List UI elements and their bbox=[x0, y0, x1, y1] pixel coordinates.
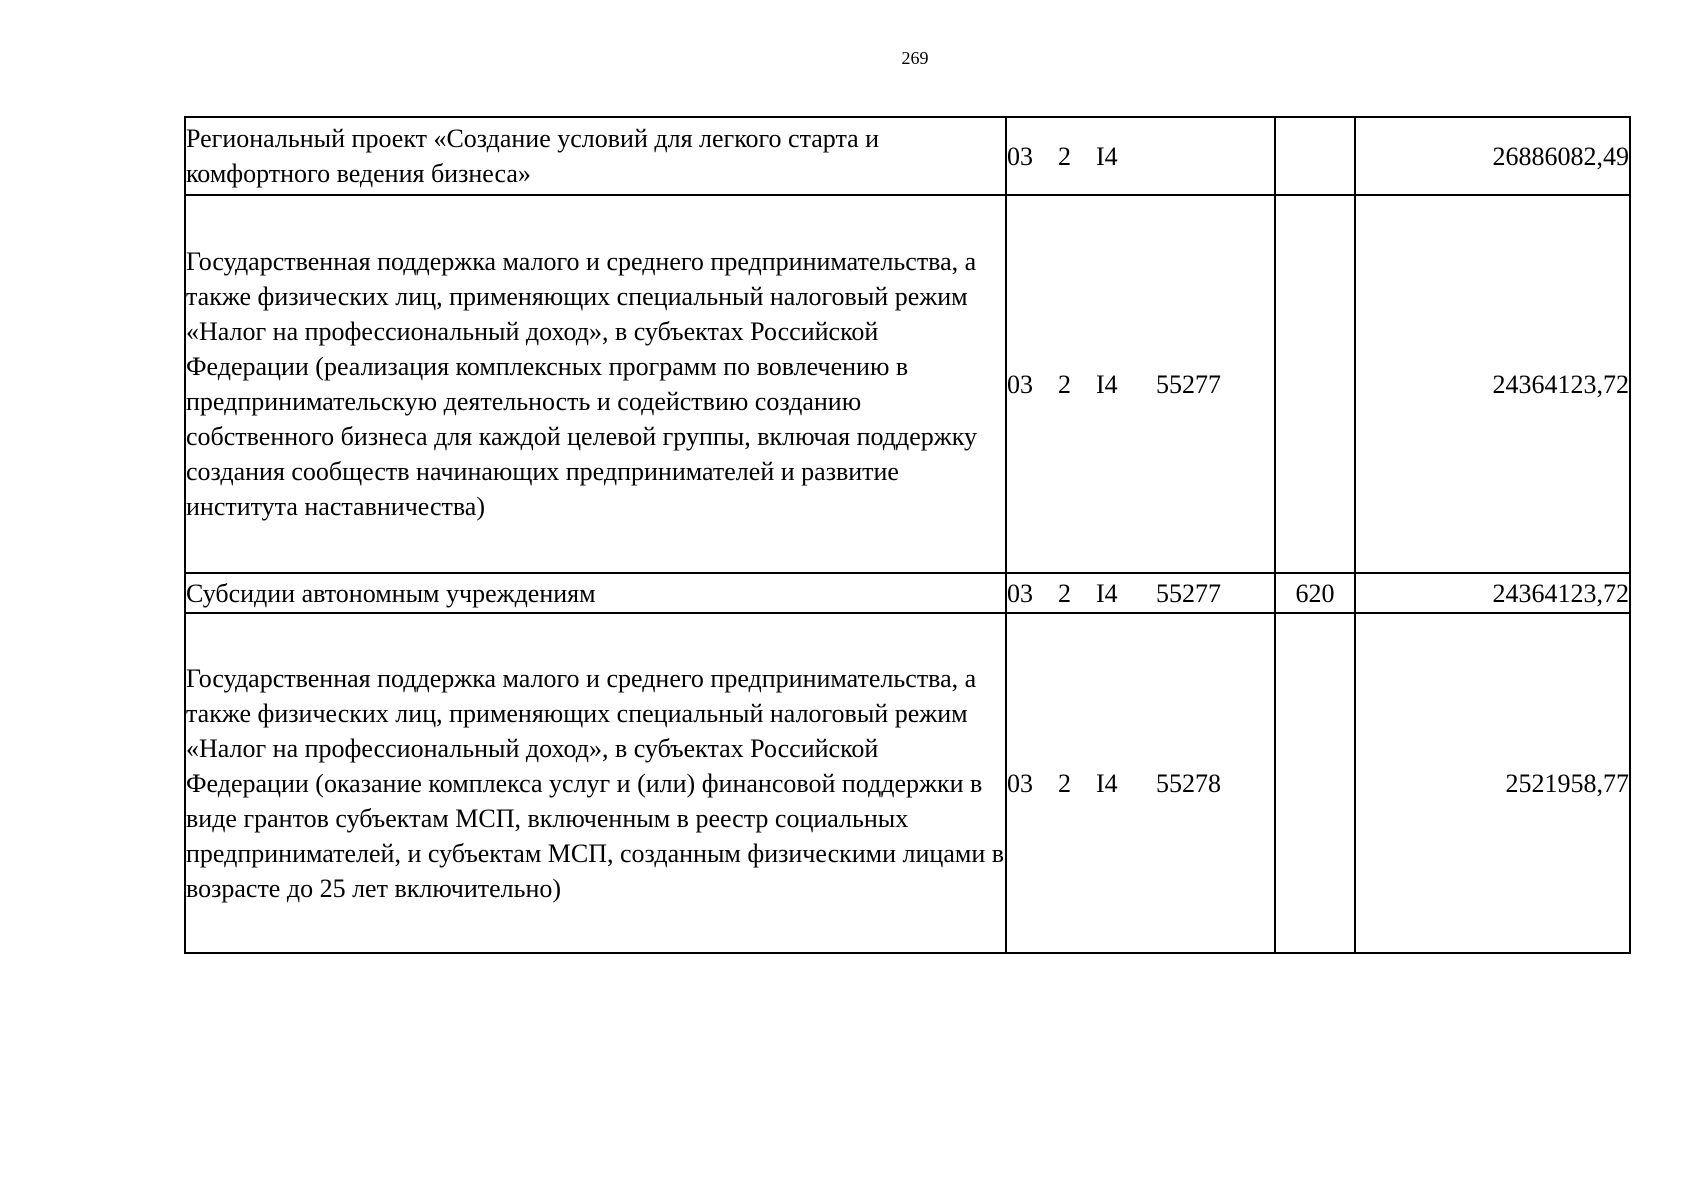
row-amount-cell: 2521958,77 bbox=[1355, 613, 1630, 953]
code-segment-direction: 55277 bbox=[1156, 578, 1221, 608]
table-row bbox=[185, 117, 1630, 195]
row-type-cell bbox=[1275, 613, 1355, 953]
code-segment-section: 03 bbox=[1007, 578, 1033, 608]
code-segment-section: 03 bbox=[1007, 141, 1033, 171]
row-name-cell: Государственная поддержка малого и среднего предпринимательства, а также физических лиц, применяющих специальный налоговый режим «Налог на профессиональный доход», в субъектах Российской Федерации (реализация комплексных программ по вовлечению в предпринимательскую деятельность и содействию созданию собственного бизнеса для каждой целевой группы, включая поддержку создания сообществ начинающих предпринимателей и развитие института наставничества) bbox=[185, 195, 1006, 573]
code-segment-project: I4 bbox=[1096, 578, 1118, 608]
code-segment-section: 03 bbox=[1007, 768, 1033, 798]
page-number: 269 bbox=[901, 48, 929, 68]
code-segment-program: 2 bbox=[1058, 141, 1071, 171]
code-segment-project: I4 bbox=[1096, 768, 1118, 798]
table-row bbox=[185, 613, 1630, 953]
row-code-cell bbox=[1006, 117, 1275, 195]
code-segment-section: 03 bbox=[1007, 369, 1033, 399]
row-amount-cell: 24364123,72 bbox=[1355, 195, 1630, 573]
row-type-cell bbox=[1275, 195, 1355, 573]
table-row bbox=[185, 195, 1630, 573]
row-name-cell: Региональный проект «Создание условий для легкого старта и комфортного ведения бизнеса» bbox=[185, 117, 1006, 195]
code-segment-project: I4 bbox=[1096, 141, 1118, 171]
budget-table bbox=[184, 116, 1631, 954]
row-code-cell bbox=[1006, 573, 1275, 613]
code-segment-project: I4 bbox=[1096, 369, 1118, 399]
code-segment-program: 2 bbox=[1058, 768, 1071, 798]
code-segment-program: 2 bbox=[1058, 578, 1071, 608]
row-type-cell bbox=[1275, 117, 1355, 195]
code-segment-direction: 55277 bbox=[1156, 369, 1221, 399]
row-amount-cell: 24364123,72 bbox=[1355, 573, 1630, 613]
row-name-cell: Субсидии автономным учреждениям bbox=[185, 573, 1006, 613]
code-segment-direction: 55278 bbox=[1156, 768, 1221, 798]
row-code-cell bbox=[1006, 613, 1275, 953]
table-row bbox=[185, 573, 1630, 613]
row-name-cell: Государственная поддержка малого и среднего предпринимательства, а также физических лиц, применяющих специальный налоговый режим «Налог на профессиональный доход», в субъектах Российской Федерации (оказание комплекса услуг и (или) финансовой поддержки в виде грантов субъектам МСП, включенным в реестр социальных предпринимателей, и субъектам МСП, созданным физическими лицами в возрасте до 25 лет включительно) bbox=[185, 613, 1006, 953]
code-segment-program: 2 bbox=[1058, 369, 1071, 399]
row-code-cell bbox=[1006, 195, 1275, 573]
row-amount-cell: 26886082,49 bbox=[1355, 117, 1630, 195]
row-type-cell: 620 bbox=[1275, 573, 1355, 613]
